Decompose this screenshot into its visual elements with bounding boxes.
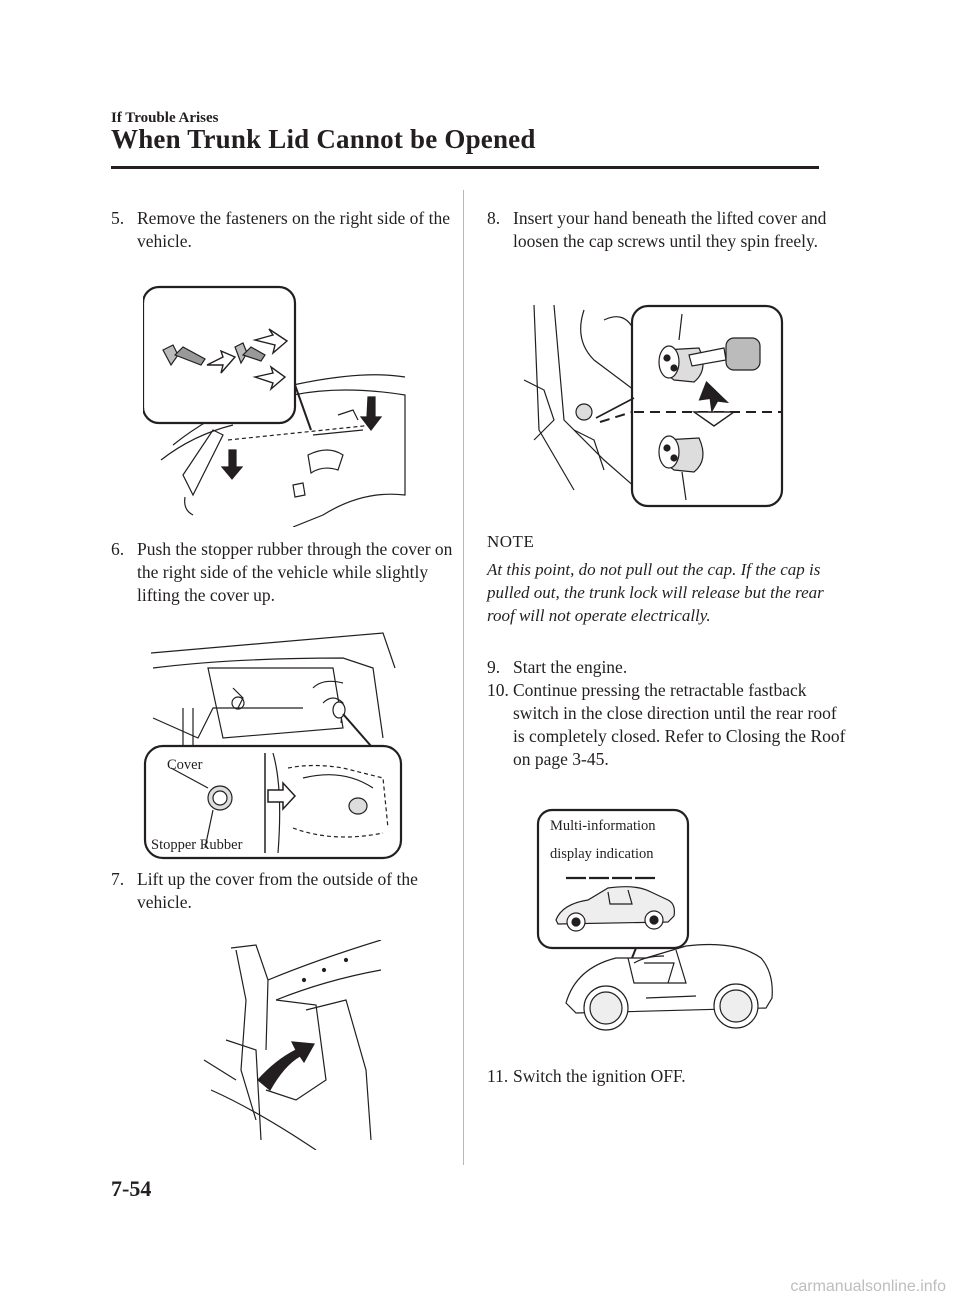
label-stopper-rubber: Stopper Rubber xyxy=(151,837,243,853)
step-5 xyxy=(111,207,471,253)
step-text: Lift up the cover from the outside of the vehicle. xyxy=(137,869,418,912)
page-number: 7-54 xyxy=(111,1176,152,1201)
section-name: If Trouble Arises xyxy=(111,110,219,126)
step-number: 11. xyxy=(487,1066,509,1086)
note-heading: NOTE xyxy=(487,532,535,551)
step-number: 6. xyxy=(111,539,125,559)
step-7 xyxy=(111,868,471,914)
step-number: 8. xyxy=(487,208,501,228)
page-title: When Trunk Lid Cannot be Opened xyxy=(111,124,536,154)
figure-display-indication xyxy=(536,808,778,1050)
step-text: Push the stopper rubber through the cover on the right side of the vehicle while slightly lifting the cover up. xyxy=(137,539,453,605)
figure-stopper-rubber xyxy=(143,628,405,860)
step-text: Start the engine. xyxy=(513,657,628,677)
step-11 xyxy=(487,1065,847,1088)
step-text: Remove the fasteners on the right side of the vehicle. xyxy=(137,208,450,251)
step-10 xyxy=(487,679,847,771)
step-9 xyxy=(487,656,847,679)
step-number: 5. xyxy=(111,208,125,228)
label-cover: Cover xyxy=(167,757,203,773)
figure-lift-cover xyxy=(196,940,386,1150)
watermark: carmanualsonline.info xyxy=(790,1278,946,1295)
step-number: 9. xyxy=(487,657,501,677)
figure-fasteners xyxy=(143,285,413,527)
label-display-indication: display indication xyxy=(550,846,654,862)
step-number: 7. xyxy=(111,869,125,889)
step-number: 10. xyxy=(487,680,509,700)
label-multi-information: Multi-information xyxy=(550,818,656,834)
step-text: Continue pressing the retractable fastback switch in the close direction until the rear roof is completely closed. Refer to Closing the Roof on page 3-45. xyxy=(513,680,846,769)
figure-cap-screws xyxy=(514,300,786,510)
column-divider xyxy=(463,190,464,1165)
step-text: Switch the ignition OFF. xyxy=(513,1066,686,1086)
title-rule xyxy=(111,166,819,169)
step-6 xyxy=(111,538,471,607)
step-text: Insert your hand beneath the lifted cover and loosen the cap screws until they spin freely. xyxy=(513,208,827,251)
note-text: At this point, do not pull out the cap. If the cap is pulled out, the trunk lock will release but the rear roof will not operate electrically. xyxy=(487,560,824,625)
step-8 xyxy=(487,207,847,253)
